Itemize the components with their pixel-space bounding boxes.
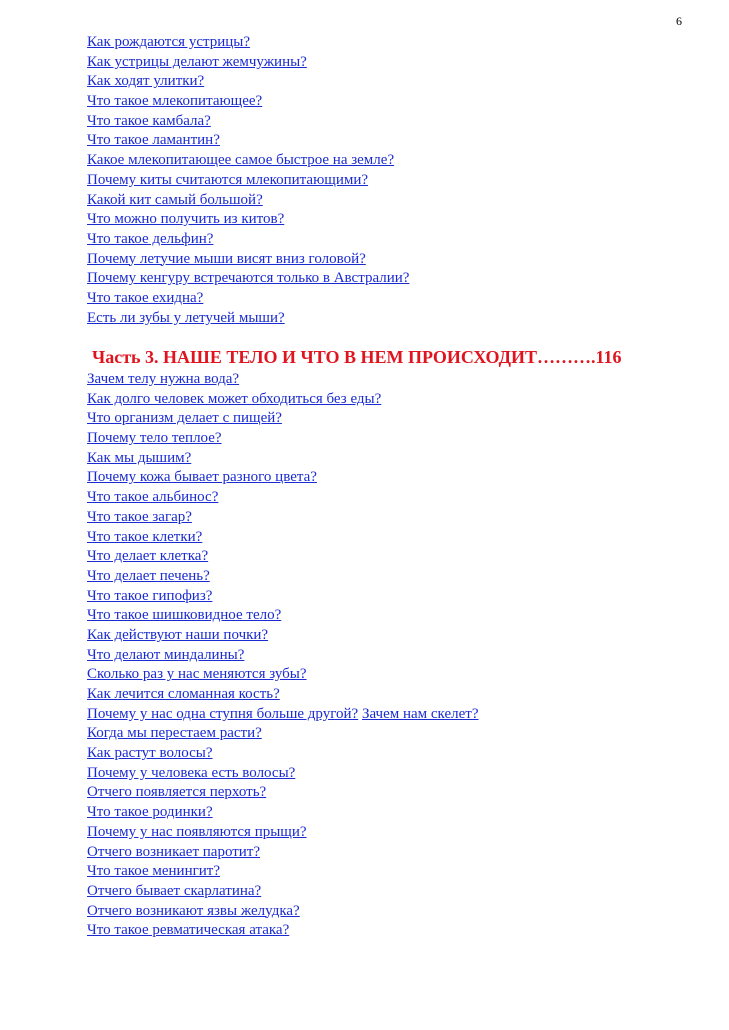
toc-item [87,250,409,270]
toc-link[interactable]: Какой кит самый большой? [87,191,263,208]
toc-item [87,744,478,764]
toc-link[interactable]: Как действуют наши почки? [87,626,269,643]
toc-link[interactable]: Что такое родинки? [87,804,213,821]
toc-item [87,587,478,607]
toc-link[interactable]: Как ходят улитки? [87,73,205,90]
toc-item [87,528,478,548]
toc-item [87,370,478,390]
toc-link[interactable]: Что такое шишковидное тело? [87,607,282,624]
toc-link[interactable]: Почему летучие мыши висят вниз головой? [87,250,366,267]
toc-item [87,547,478,567]
toc-link[interactable]: Что такое альбинос? [87,489,219,506]
toc-item [87,468,478,488]
toc-item [87,843,478,863]
toc-item [87,191,409,211]
toc-link[interactable]: Отчего возникают язвы желудка? [87,902,300,919]
toc-link[interactable]: Что такое дельфин? [87,230,214,247]
toc-item [87,72,409,92]
toc-link[interactable]: Почему тело теплое? [87,430,222,447]
toc-item [87,429,478,449]
toc-link[interactable]: Что делает клетка? [87,548,209,565]
toc-link[interactable]: Как устрицы делают жемчужины? [87,53,307,70]
toc-link[interactable]: Почему кенгуру встречаются только в Австралии? [87,270,410,287]
toc-item [87,606,478,626]
toc-item [87,921,478,941]
toc-link[interactable]: Есть ли зубы у летучей мыши? [87,309,285,326]
toc-link[interactable]: Что делают миндалины? [87,646,245,663]
toc-item [87,309,409,329]
toc-item [87,33,409,53]
toc-link[interactable]: Отчего появляется перхоть? [87,784,267,801]
toc-item [87,902,478,922]
toc-link[interactable]: Почему у человека есть волосы? [87,764,296,781]
toc-item [87,665,478,685]
toc-item [87,488,478,508]
toc-link[interactable]: Что такое ехидна? [87,289,204,306]
toc-item [87,646,478,666]
toc-item [87,390,478,410]
toc-item [87,171,409,191]
toc-item [87,783,478,803]
toc-link[interactable]: Что делает печень? [87,567,210,584]
toc-link[interactable]: Когда мы перестаем расти? [87,725,262,742]
toc-link-list-top [87,33,409,328]
toc-link[interactable]: Что такое гипофиз? [87,587,213,604]
toc-item [87,823,478,843]
toc-link[interactable]: Что такое млекопитающее? [87,93,263,110]
toc-link[interactable]: Что такое клетки? [87,528,203,545]
toc-item [87,92,409,112]
toc-item [87,803,478,823]
toc-link-list-bottom [87,370,478,941]
toc-item [87,269,409,289]
toc-item [87,685,478,705]
toc-link[interactable]: Что организм делает с пищей? [87,410,282,427]
toc-item [87,409,478,429]
toc-link[interactable]: Что такое менингит? [87,863,220,880]
toc-item [87,230,409,250]
toc-link[interactable]: Почему у нас появляются прыщи? [87,823,307,840]
page-number: 6 [676,14,682,28]
toc-link[interactable]: Как растут волосы? [87,745,213,762]
toc-item [87,626,478,646]
toc-item [87,764,478,784]
toc-item [87,449,478,469]
toc-item [87,151,409,171]
toc-item [87,289,409,309]
toc-link[interactable]: Зачем нам скелет? [361,705,479,722]
toc-item [87,508,478,528]
toc-link[interactable]: Что такое загар? [87,508,192,525]
toc-item [87,53,409,73]
toc-link[interactable]: Зачем телу нужна вода? [87,371,240,387]
toc-link[interactable]: Почему у нас одна ступня больше другой? [87,705,359,722]
toc-link[interactable]: Отчего возникает паротит? [87,843,261,860]
toc-link[interactable]: Почему кожа бывает разного цвета? [87,469,317,486]
toc-link[interactable]: Как лечится сломанная кость? [87,686,280,702]
toc-item [87,882,478,902]
toc-link[interactable]: Что такое камбала? [87,112,211,129]
toc-link[interactable]: Что такое ламантин? [87,132,220,149]
toc-link[interactable]: Сколько раз у нас меняются зубы? [87,666,307,683]
toc-link[interactable]: Что такое ревматическая атака? [87,922,290,939]
toc-item [87,567,478,587]
toc-link[interactable]: Как долго человек может обходиться без еды? [87,390,382,407]
toc-item [87,112,409,132]
toc-link[interactable]: Как рождаются устрицы? [87,34,251,50]
toc-item [87,724,478,744]
section-heading: Часть 3. НАШЕ ТЕЛО И ЧТО В НЕМ ПРОИСХОДИТ……….116 [92,347,622,367]
toc-item [87,705,478,725]
toc-link[interactable]: Какое млекопитающее самое быстрое на земле? [87,152,395,169]
toc-item [87,131,409,151]
toc-item [87,210,409,230]
toc-item [87,862,478,882]
toc-link[interactable]: Почему киты считаются млекопитающими? [87,171,369,188]
toc-link[interactable]: Как мы дышим? [87,449,192,466]
toc-link[interactable]: Что можно получить из китов? [87,211,285,228]
toc-link[interactable]: Отчего бывает скарлатина? [87,882,262,899]
